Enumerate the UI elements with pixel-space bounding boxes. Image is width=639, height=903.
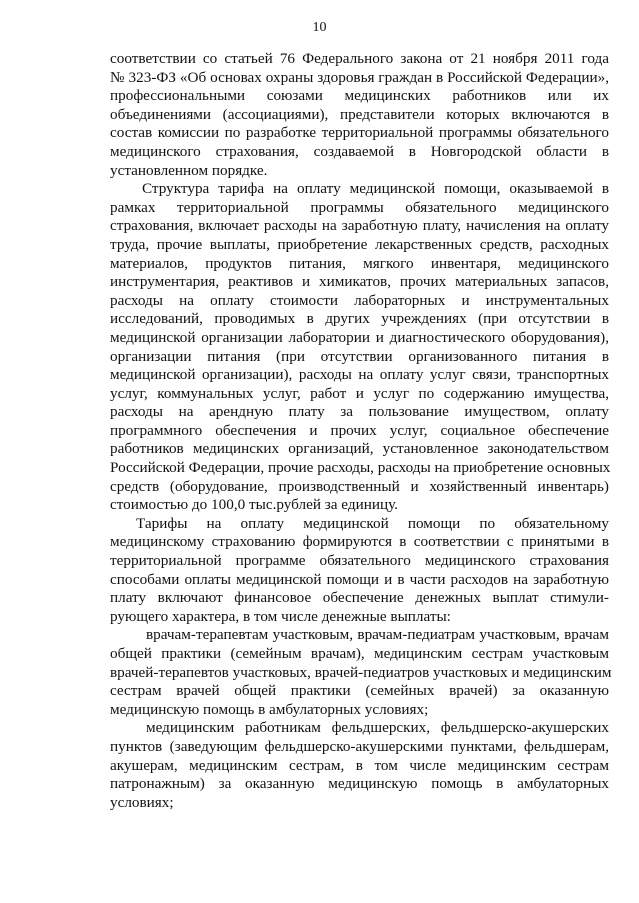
paragraph bbox=[110, 180, 609, 515]
text-line: исследований, проводимых в других учреждениях (при отсутствии в bbox=[110, 310, 609, 328]
paragraph bbox=[110, 719, 609, 812]
text-line: организации питания (при отсутствии организованного питания в bbox=[110, 347, 609, 365]
text-line: медицинскую помощь в амбулаторных условиях; bbox=[110, 700, 429, 718]
text-line: акушерам, медицинским сестрам, в том числе медицинским сестрам bbox=[110, 756, 609, 774]
text-line: способами оплаты медицинской помощи и в части расходов на заработную bbox=[110, 570, 609, 588]
text-line: плату включают финансовое обеспечение денежных выплат стимули- bbox=[110, 589, 609, 607]
text-line: стоимостью до 100,0 тыс.рублей за единицу. bbox=[110, 496, 398, 514]
document-body bbox=[110, 50, 612, 812]
text-line: патронажным) за оказанную медицинскую помощь в амбулаторных bbox=[110, 775, 609, 793]
text-line: медицинского страхования, создаваемой в Новгородской области в bbox=[110, 142, 609, 160]
text-line: врачам-терапевтам участковым, врачам-педиатрам участковым, врачам bbox=[146, 626, 609, 644]
text-line: страхования, включает расходы на заработную плату, начисления на оплату bbox=[110, 217, 609, 235]
text-line: услуг, коммунальных услуг, работ и услуг по содержанию имущества, bbox=[110, 384, 609, 402]
text-line: работников медицинских организаций, установленное законодательством bbox=[110, 440, 609, 458]
text-line: объединениями (ассоциациями), представители которых включаются в bbox=[110, 105, 609, 123]
text-line: рамках территориальной программы обязательного медицинского bbox=[110, 198, 609, 216]
paragraph bbox=[110, 50, 609, 180]
text-line: Структура тарифа на оплату медицинской помощи, оказываемой в bbox=[142, 180, 609, 198]
text-line: сестрам врачей общей практики (семейных врачей) за оказанную bbox=[110, 682, 609, 700]
text-line: № 323-ФЗ «Об основах охраны здоровья граждан в Российской Федерации», bbox=[110, 68, 609, 86]
text-line: труда, прочие выплаты, приобретение лекарственных средств, расходных bbox=[110, 235, 609, 253]
text-line: медицинской организации), расходы на оплату услуг связи, транспортных bbox=[110, 366, 609, 384]
text-line: средств (оборудование, производственный и хозяйственный инвентарь) bbox=[110, 477, 609, 495]
text-line: состав комиссии по разработке территориальной программы обязательного bbox=[110, 124, 609, 142]
text-line: Тарифы на оплату медицинской помощи по обязательному bbox=[136, 514, 609, 532]
paragraph bbox=[110, 515, 609, 627]
text-line: материалов, продуктов питания, мягкого инвентаря, медицинского bbox=[110, 254, 609, 272]
page-number: 10 bbox=[312, 20, 327, 35]
text-line: территориальной программе обязательного медицинского страхования bbox=[110, 552, 609, 570]
text-line: расходы на оплату стоимости лабораторных и инструментальных bbox=[110, 291, 609, 309]
text-line: общей практики (семейным врачам), медицинским сестрам участковым bbox=[110, 645, 609, 662]
text-line: медицинскому страхованию формируются в соответствии с принятыми в bbox=[110, 533, 609, 551]
text-line: инструментария, реактивов и химикатов, прочих материальных запасов, bbox=[110, 273, 609, 291]
text-line: медицинской организации лаборатории и диагностического оборудования), bbox=[110, 328, 609, 346]
text-line: Российской Федерации, прочие расходы, расходы на приобретение основных bbox=[110, 459, 611, 477]
text-line: профессиональными союзами медицинских работников или их bbox=[110, 87, 609, 105]
paragraph bbox=[110, 626, 612, 719]
text-line: медицинским работникам фельдшерских, фельдшерско-акушерских bbox=[146, 719, 609, 737]
text-line: рующего характера, в том числе денежные выплаты: bbox=[110, 607, 451, 625]
text-line: соответствии со статьей 76 Федерального закона от 21 ноября 2011 года bbox=[110, 50, 609, 67]
text-line: врачей-терапевтов участковых, врачей-педиатров участковых и медицинским bbox=[110, 663, 612, 681]
text-line: программного обеспечения и прочих услуг, социальное обеспечение bbox=[110, 421, 609, 439]
text-line: условиях; bbox=[110, 793, 174, 811]
text-line: расходы на арендную плату за пользование имуществом, оплату bbox=[110, 403, 609, 421]
text-line: пунктов (заведующим фельдшерско-акушерскими пунктами, фельдшерам, bbox=[110, 737, 609, 755]
text-line: установленном порядке. bbox=[110, 161, 268, 179]
